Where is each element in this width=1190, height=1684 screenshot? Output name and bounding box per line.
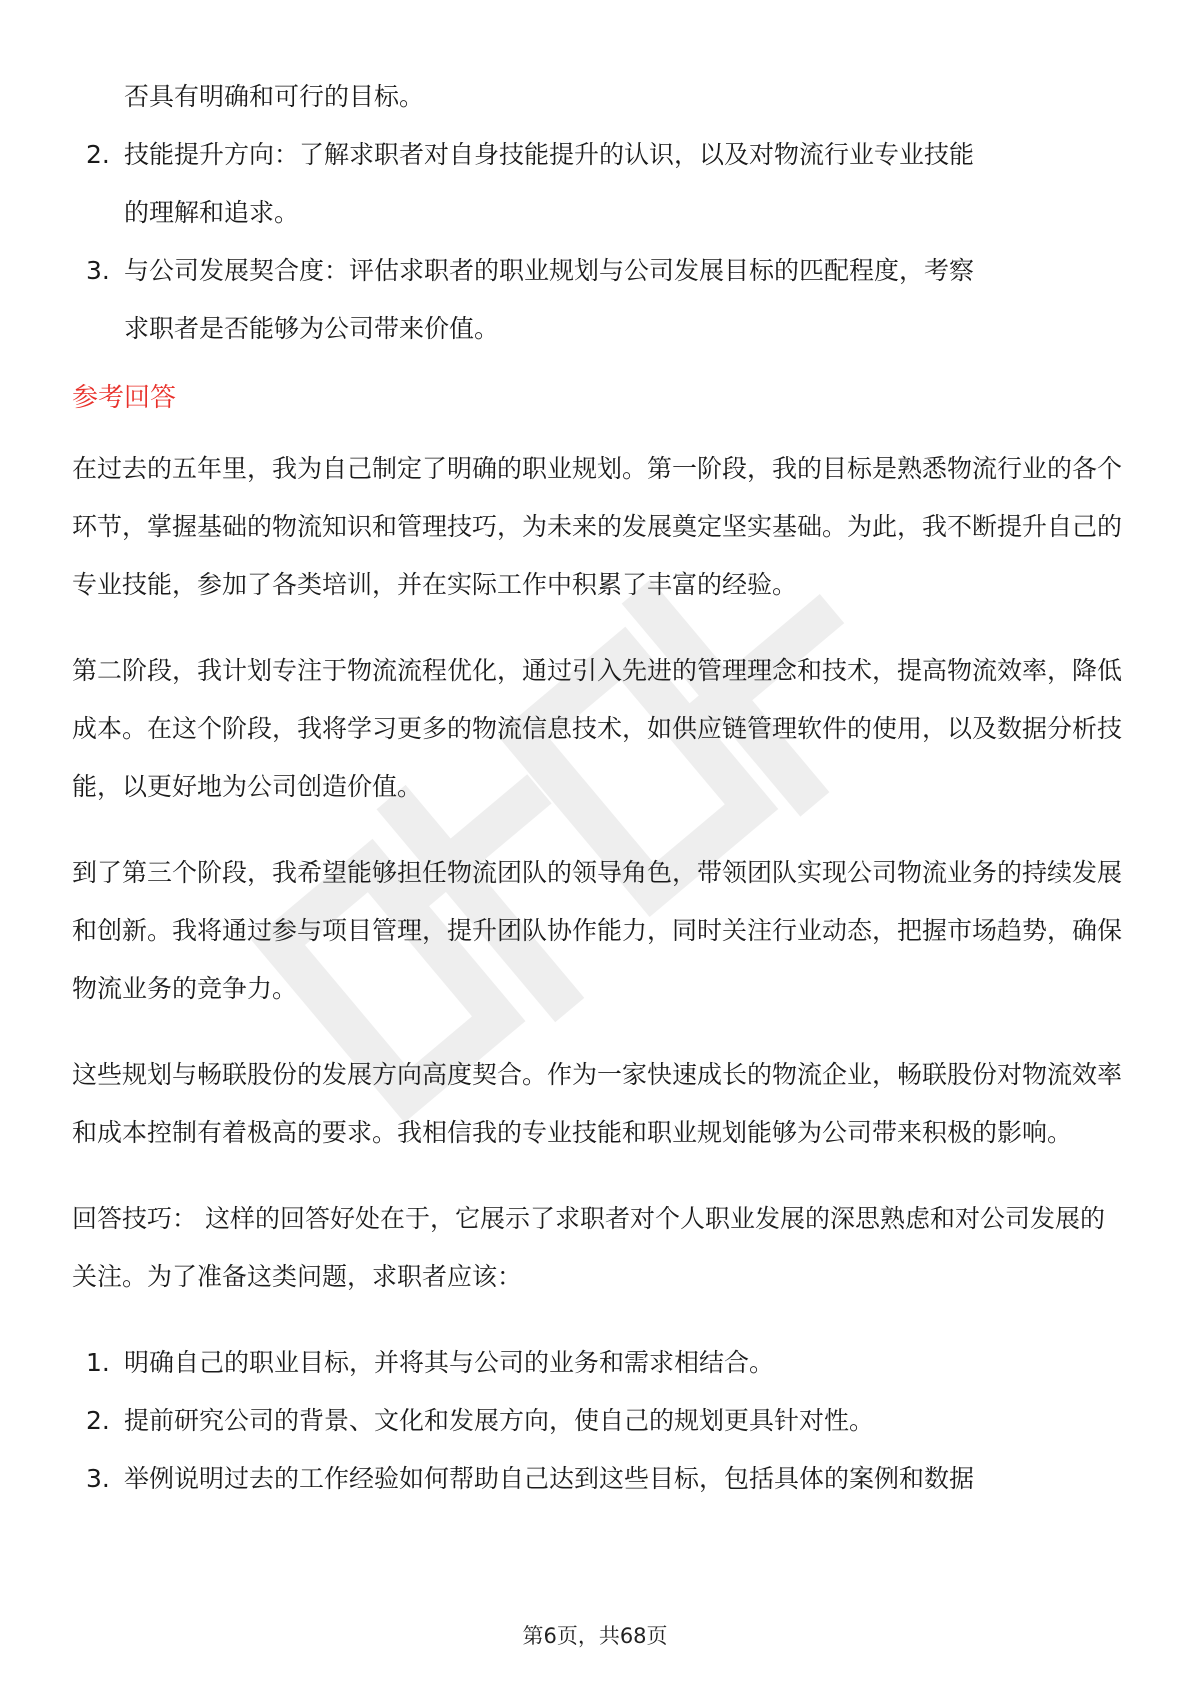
answer-paragraph: 这些规划与畅联股份的发展方向高度契合。作为一家快速成长的物流企业，畅联股份对物流效率和成本控制有着极高的要求。我相信我的专业技能和职业规划能够为公司带来积极的影响。 bbox=[72, 1060, 1123, 1147]
list-item bbox=[72, 126, 1122, 242]
answer-paragraph: 第二阶段，我计划专注于物流流程优化，通过引入先进的管理理念和技术，提高物流效率，降低成本。在这个阶段，我将学习更多的物流信息技术，如供应链管理软件的使用，以及数据分析技能，以更好地为公司创造价值。 bbox=[72, 656, 1123, 801]
answer-paragraph: 到了第三个阶段，我希望能够担任物流团队的领导角色，带领团队实现公司物流业务的持续发展和创新。我将通过参与项目管理，提升团队协作能力，同时关注行业动态，把握市场趋势，确保物流业务的竞争力。 bbox=[72, 858, 1123, 1003]
list-item-text: 举例说明过去的工作经验如何帮助自己达到这些目标，包括具体的案例和数据 bbox=[124, 1464, 975, 1493]
list-number: 2. bbox=[86, 140, 110, 169]
list-item bbox=[72, 1450, 1122, 1508]
list-item-text: 提前研究公司的背景、文化和发展方向，使自己的规划更具针对性。 bbox=[124, 1406, 875, 1435]
list-number: 3. bbox=[86, 1464, 110, 1493]
list-item-line: 与公司发展契合度：评估求职者的职业规划与公司发展目标的匹配程度，考察 bbox=[124, 256, 975, 285]
answer-heading: 参考回答 bbox=[72, 383, 177, 413]
page-footer: 第6页，共68页 bbox=[522, 1624, 668, 1648]
list-item-continuation: 否具有明确和可行的目标。 bbox=[124, 82, 425, 111]
list-number: 3. bbox=[86, 256, 110, 285]
list-item-line: 技能提升方向：了解求职者对自身技能提升的认识，以及对物流行业专业技能 bbox=[124, 140, 975, 169]
tips-paragraph: 回答技巧： 这样的回答好处在于，它展示了求职者对个人职业发展的深思熟虑和对公司发展的关注。为了准备这类问题，求职者应该： bbox=[72, 1204, 1105, 1291]
list-number: 2. bbox=[86, 1406, 110, 1435]
tips-list bbox=[72, 1334, 1122, 1508]
list-item bbox=[72, 1334, 1122, 1392]
answer-paragraph: 在过去的五年里，我为自己制定了明确的职业规划。第一阶段，我的目标是熟悉物流行业的各个环节，掌握基础的物流知识和管理技巧，为未来的发展奠定坚实基础。为此，我不断提升自己的专业技能，参加了各类培训，并在实际工作中积累了丰富的经验。 bbox=[72, 454, 1123, 599]
list-item-line: 求职者是否能够为公司带来价值。 bbox=[124, 314, 500, 343]
list-item-line: 的理解和追求。 bbox=[124, 198, 300, 227]
list-item bbox=[72, 242, 1122, 358]
document-body bbox=[72, 68, 1122, 1508]
evaluation-points-list bbox=[72, 126, 1122, 358]
list-number: 1. bbox=[86, 1348, 110, 1377]
list-item-text: 明确自己的职业目标，并将其与公司的业务和需求相结合。 bbox=[124, 1348, 775, 1377]
list-item bbox=[72, 1392, 1122, 1450]
